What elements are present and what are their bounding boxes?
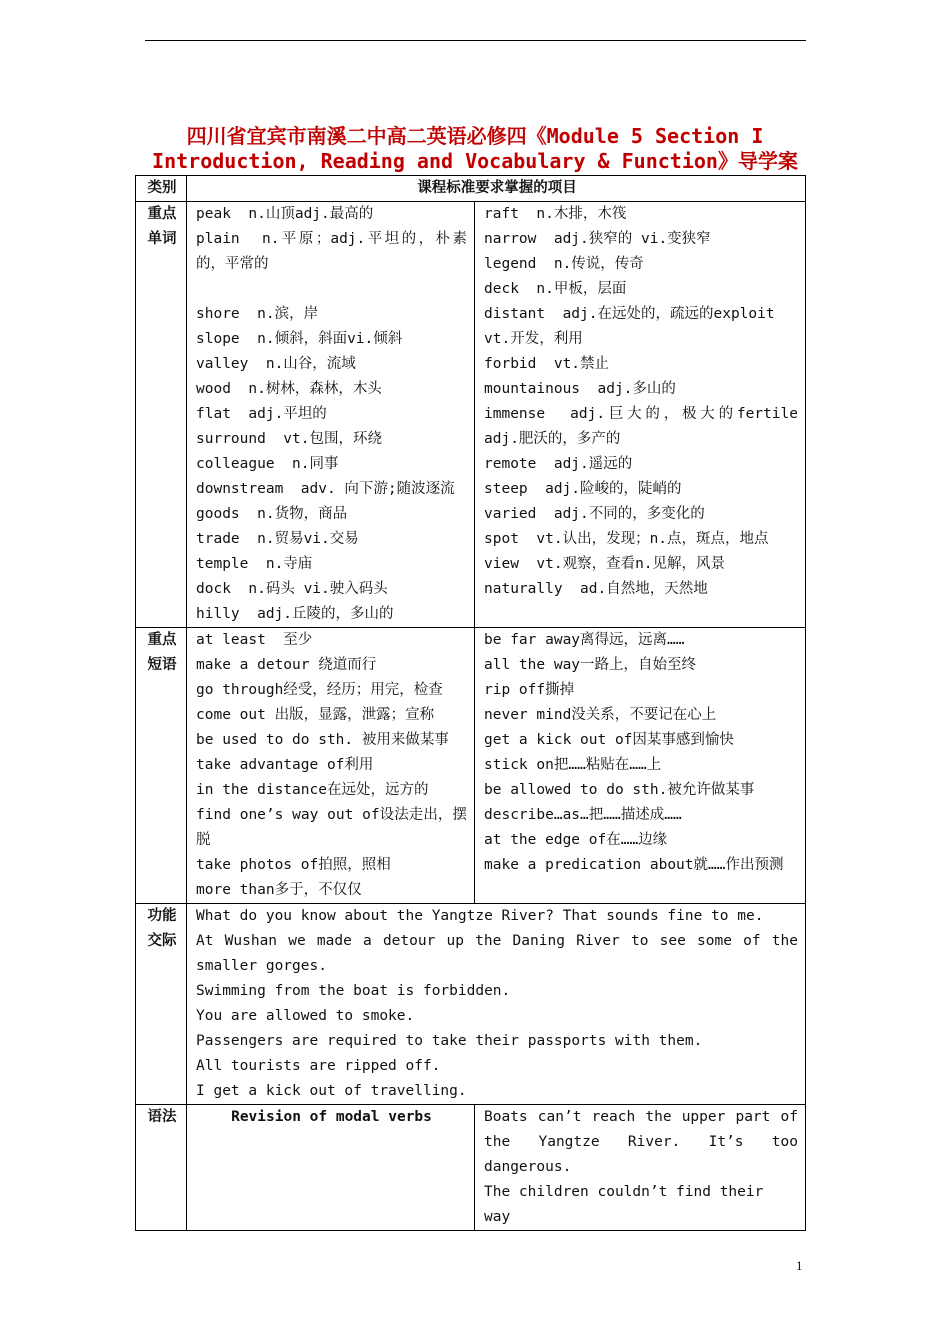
- header-items: 课程标准要求掌握的项目: [187, 176, 806, 202]
- phrase-item: describe…as…把……描述成……: [484, 807, 682, 823]
- study-guide-table: [135, 175, 806, 1231]
- function-sentence: You are allowed to smoke.: [196, 1008, 415, 1024]
- vocab-item: remote adj.遥远的: [484, 456, 633, 472]
- words-left-column: [187, 202, 475, 628]
- vocab-item: hilly adj.丘陵的，多山的: [196, 606, 394, 622]
- vocab-item: surround vt.包围，环绕: [196, 431, 382, 447]
- words-right-column: [475, 202, 806, 628]
- document-title-line-1: 四川省宜宾市南溪二中高二英语必修四《Module 5 Section I: [186, 124, 764, 148]
- vocab-item: raft n.木排，木筏: [484, 206, 627, 222]
- phrase-item: all the way一路上，自始至终: [484, 657, 697, 673]
- phrase-item: come out 出版，显露，泄露；宣称: [196, 707, 435, 723]
- function-sentence: I get a kick out of travelling.: [196, 1083, 467, 1099]
- vocab-item: temple n.寺庙: [196, 556, 313, 572]
- function-sentence: What do you know about the Yangtze River? That sounds fine to me.: [196, 908, 764, 924]
- vocab-item: immense adj.巨大的，极大的fertile adj.肥沃的，多产的: [484, 406, 807, 447]
- category-key-words: [136, 202, 187, 628]
- phrases-left-column: [187, 628, 475, 904]
- phrase-item: more than多于，不仅仅: [196, 882, 362, 898]
- phrase-item: find one’s way out of设法走出，摆脱: [196, 807, 467, 848]
- vocab-item: naturally ad.自然地，天然地: [484, 581, 708, 597]
- vocab-spacer: [196, 277, 467, 302]
- function-sentence: At Wushan we made a detour up the Daning River to see some of the smaller gorges.: [196, 933, 807, 974]
- vocab-item: trade n.贸易vi.交易: [196, 531, 359, 547]
- vocab-item: distant adj.在远处的，疏远的exploit vt.开发，利用: [484, 306, 784, 347]
- vocab-item: varied adj.不同的，多变化的: [484, 506, 705, 522]
- category-line: 重点: [147, 632, 177, 648]
- vocab-item: colleague n.同事: [196, 456, 339, 472]
- vocab-item: goods n.货物，商品: [196, 506, 348, 522]
- function-sentence: Passengers are required to take their passports with them.: [196, 1033, 703, 1049]
- vocab-item: wood n.树林，森林，木头: [196, 381, 382, 397]
- phrases-right-column: [475, 628, 806, 904]
- vocab-item: slope n.倾斜，斜面vi.倾斜: [196, 331, 403, 347]
- phrase-item: take photos of拍照，照相: [196, 857, 391, 873]
- phrase-item: make a detour 绕道而行: [196, 657, 377, 673]
- document-title-line-2: Introduction, Reading and Vocabulary & Function》导学案: [152, 149, 798, 173]
- phrase-item: at least 至少: [196, 632, 313, 648]
- row-key-phrases: [136, 628, 806, 904]
- vocab-item: shore n.滨，岸: [196, 306, 319, 322]
- vocab-item: narrow adj.狭窄的 vi.变狭窄: [484, 231, 711, 247]
- vocab-item: downstream adv. 向下游;随波逐流: [196, 481, 455, 497]
- vocab-item: valley n.山谷，流域: [196, 356, 356, 372]
- phrase-item: rip off撕掉: [484, 682, 575, 698]
- grammar-example: The children couldn’t find their way: [484, 1184, 773, 1225]
- category-line: 单词: [147, 231, 177, 247]
- phrase-item: never mind没关系，不要记在心上: [484, 707, 717, 723]
- phrase-item: be far away离得远，远离……: [484, 632, 685, 648]
- vocab-item: view vt.观察，查看n.见解，风景: [484, 556, 726, 572]
- category-functions: [136, 904, 187, 1105]
- vocab-item: plain n.平原；adj.平坦的，朴素的，平常的: [196, 231, 467, 272]
- phrase-item: take advantage of利用: [196, 757, 374, 773]
- category-line: 功能: [147, 908, 177, 924]
- vocab-item: flat adj.平坦的: [196, 406, 327, 422]
- phrase-item: get a kick out of因某事感到愉快: [484, 732, 734, 748]
- row-key-words: [136, 202, 806, 628]
- table-header-row: [136, 176, 806, 202]
- vocab-item: steep adj.险峻的，陡峭的: [484, 481, 682, 497]
- row-grammar: [136, 1105, 806, 1231]
- page-number: 1: [796, 1258, 803, 1273]
- grammar-topic: Revision of modal verbs: [231, 1109, 432, 1125]
- vocab-item: forbid vt.禁止: [484, 356, 610, 372]
- function-sentence: Swimming from the boat is forbidden.: [196, 983, 511, 999]
- category-line: 短语: [147, 657, 177, 673]
- phrase-item: in the distance在远处，远方的: [196, 782, 429, 798]
- phrase-item: stick on把……粘贴在……上: [484, 757, 662, 773]
- vocab-item: legend n.传说，传奇: [484, 256, 644, 272]
- vocab-item: deck n.甲板，层面: [484, 281, 627, 297]
- grammar-topic-cell: [187, 1105, 475, 1231]
- phrase-item: go through经受，经历；用完，检查: [196, 682, 443, 698]
- header-rule: [145, 40, 806, 41]
- vocab-item: spot vt.认出，发现；n.点，斑点，地点: [484, 531, 769, 547]
- phrase-item: be used to do sth. 被用来做某事: [196, 732, 449, 748]
- row-functions: [136, 904, 806, 1105]
- function-sentence: All tourists are ripped off.: [196, 1058, 441, 1074]
- grammar-examples-cell: [475, 1105, 806, 1231]
- category-key-phrases: [136, 628, 187, 904]
- vocab-item: mountainous adj.多山的: [484, 381, 676, 397]
- vocab-item: peak n.山顶adj.最高的: [196, 206, 374, 222]
- header-category: 类别: [136, 176, 187, 202]
- phrase-item: make a predication about就……作出预测: [484, 857, 784, 873]
- phrase-item: be allowed to do sth.被允许做某事: [484, 782, 755, 798]
- category-line: 重点: [147, 206, 177, 222]
- grammar-example: Boats can’t reach the upper part of the Yangtze River. It’s too dangerous.: [484, 1109, 807, 1175]
- phrase-item: at the edge of在……边缘: [484, 832, 668, 848]
- category-line: 交际: [147, 933, 177, 949]
- vocab-item: dock n.码头 vi.驶入码头: [196, 581, 388, 597]
- functions-content: [187, 904, 806, 1105]
- category-grammar: 语法: [136, 1105, 187, 1231]
